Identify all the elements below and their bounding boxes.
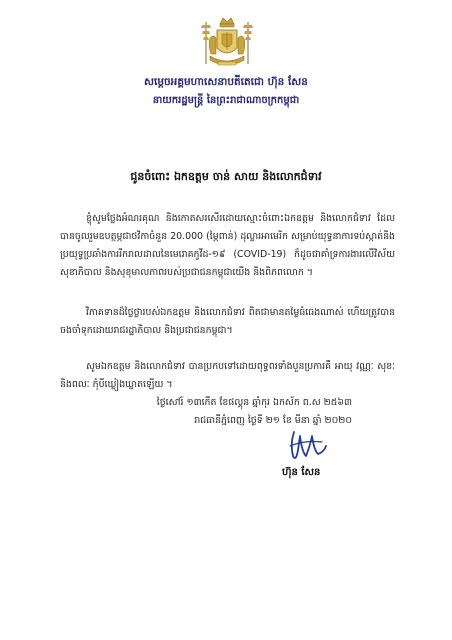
body-paragraph-1-text: ខ្ញុំសូមថ្លែងអំណរគុណ និងកោតសរសើរដោយស្មោះចំពោះឯកឧត្តម និងលោកជំទាវ ដែលបានចូលរួមឧបត្ថម្ភជាថវិកាចំនួន 20.000 (ម្ភៃពាន់) ដុល្លារអាមេរិក សម្រាប់យុទ្ធនាការទប់ស្កាត់និងប្រយុទ្ធប្រឆាំងការរីករាលដាលនៃមេរោគកូវីដ-១៩ (COVID-19) ក៏ដូចជាគាំទ្រការងារលើវិស័យសុខាភិបាល និងសុខុមាលភាពរបស់ប្រជាជនកម្ពុជាយើង និងពិភពលោក ។	[60, 213, 395, 278]
body-paragraph-2-text: វិភាគទានដ៏ថ្លៃថ្លារបស់ឯកឧត្តម និងលោកជំទាវ ពិតជាមានតម្លៃធំធេងណាស់ ហើយត្រូវបានចងចាំទុកដោយរាជរដ្ឋាភិបាល និងប្រជាជនកម្ពុជា។	[60, 307, 395, 336]
lunar-date: ថ្ងៃសៅរ៍ ១៣កើត ខែផល្គុន ឆ្នាំកុរ ឯកស័ក ព.ស ២៥៦៣	[156, 397, 352, 408]
body-paragraph-3-text: សូមឯកឧត្តម និងលោកជំទាវ បានប្រកបទៅដោយពុទ្ធពរទាំងបួនប្រការគឺ អាយុ វណ្ណៈ សុខៈ និងពលៈ កុំបីឃ្លៀងឃ្លាតឡើយ ។	[60, 361, 395, 390]
body-paragraph-1	[60, 210, 395, 282]
body-paragraph-3	[60, 358, 395, 394]
body-paragraph-2	[60, 304, 395, 340]
handwritten-signature-icon	[284, 426, 330, 466]
salutation: ជូនចំពោះ ឯកឧត្តម ចាន់ សាយ និងលោកជំទាវ	[130, 170, 322, 183]
signer-name: ហ៊ុន សែន	[282, 467, 321, 478]
sender-title: នាយករដ្ឋមន្ត្រី នៃព្រះរាជាណាចក្រកម្ពុជា	[152, 95, 300, 106]
solar-date: រាជធានីភ្នំពេញ ថ្ងៃទី ២១ ខែ មីនា ឆ្នាំ ២០២០	[194, 415, 352, 426]
sender-name: សម្ដេចអគ្គមហាសេនាបតីតេជោ ហ៊ុន សែន	[144, 76, 308, 88]
royal-coat-of-arms-icon	[198, 14, 256, 72]
